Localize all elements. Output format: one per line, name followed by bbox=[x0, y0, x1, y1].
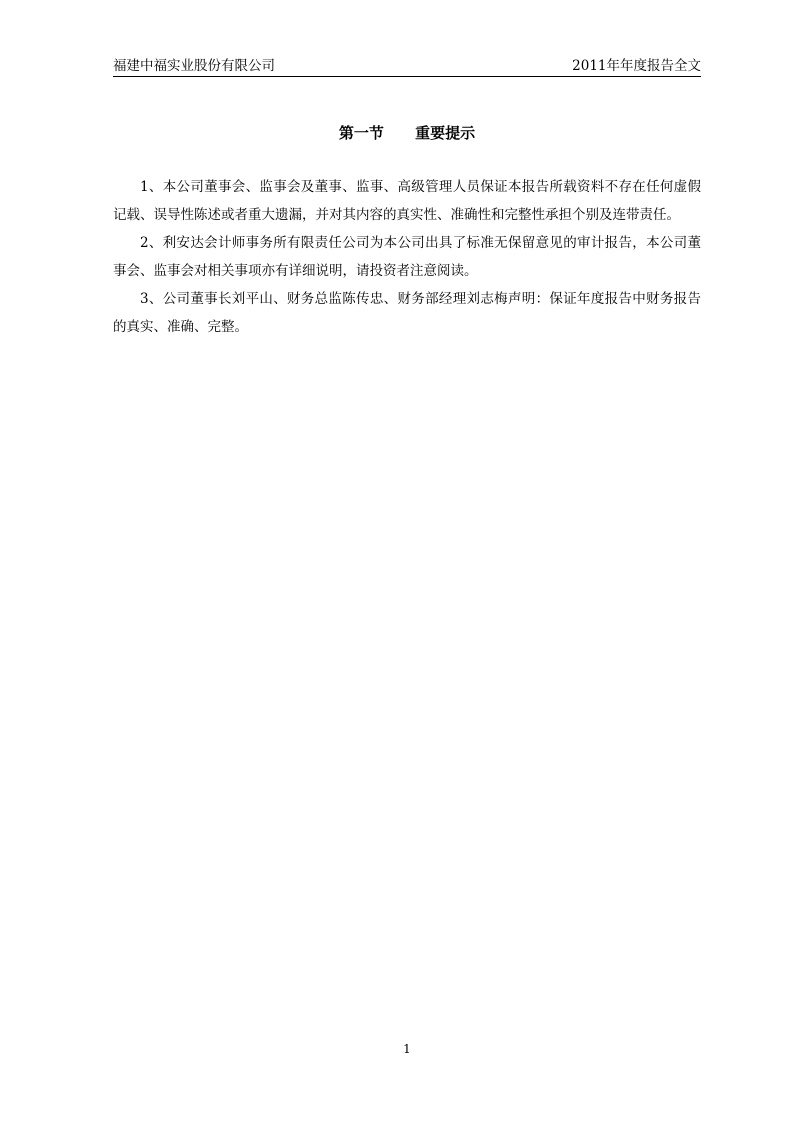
notice-paragraph-3: 3、公司董事长刘平山、财务总监陈传忠、财务部经理刘志梅声明：保证年度报告中财务报告的真实、准确、完整。 bbox=[113, 291, 701, 335]
page-header bbox=[113, 56, 701, 77]
header-report-title: 2011年年度报告全文 bbox=[572, 58, 701, 74]
important-notice-body bbox=[113, 173, 701, 341]
header-company-name: 福建中福实业股份有限公司 bbox=[113, 58, 275, 74]
notice-paragraph-1: 1、本公司董事会、监事会及董事、监事、高级管理人员保证本报告所载资料不存在任何虚假记载、误导性陈述或者重大遗漏，并对其内容的真实性、准确性和完整性承担个别及连带责任。 bbox=[113, 179, 701, 223]
notice-paragraph-2: 2、利安达会计师事务所有限责任公司为本公司出具了标准无保留意见的审计报告，本公司董事会、监事会对相关事项亦有详细说明，请投资者注意阅读。 bbox=[113, 235, 701, 279]
section-title: 第一节 重要提示 bbox=[338, 124, 476, 142]
page-number: 1 bbox=[403, 1042, 411, 1056]
